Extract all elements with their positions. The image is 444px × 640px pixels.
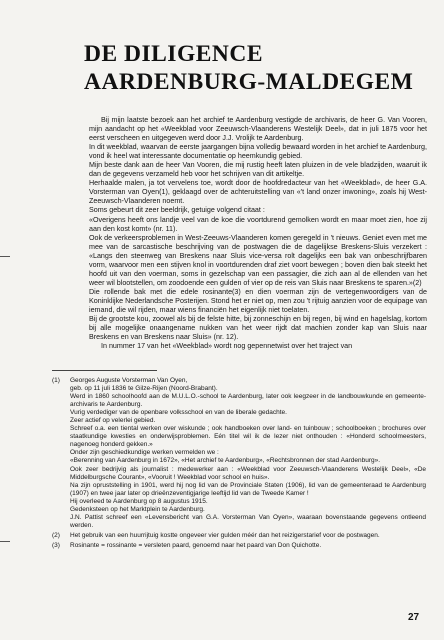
footnote-number: (3) <box>52 541 60 549</box>
page-title <box>84 40 414 96</box>
paragraph: Ook de verkeersproblemen in West-Zeeuws-Vlaanderen komen geregeld in 't nieuws. Geniet even met me mee van de sarcastische beschrijving van de postwagen die de dagelijkse Breskens-Sluis verzekert : «Langs den steenweg van Breskens naar Sluis vice-versa rolt dagelijks een bak van onbeschrijfbaren vorm, waarvoor men een stijven knol in voortdurenden draf ziet voort bewegen ; boven dien bak steekt het hoofd uit van den voerman, soms in gezelschap van een passagier, die zich aan al de ellenden van het weer wil blootstellen, om zoodoende een gulden of vier op de reis van Sluis naar Breskens te sparen.»(2) <box>89 233 427 287</box>
paragraph: Bij mijn laatste bezoek aan het archief te Aardenburg vestigde de archivaris, de heer G. Van Vooren, mijn aandacht op het «Weekblad voor Zeeuwsch-Vlaanderens Westelijk Deel», dat in juli 1875 voor het eerst verscheen en uitgegeven werd door J.J. Vrolijk te Aardenburg. <box>89 116 427 143</box>
footnote-line: Zeer actief op velerlei gebied. <box>70 417 156 425</box>
paragraph: Herhaalde malen, ja tot vervelens toe, wordt door de hoofdredacteur van het «Weekblad», de heer G.A. Vorsterman van Oyen(1), geklaagd over de achteruitstelling van «'t land onzer inwoning», zoals hij West-Zeeuwsch-Vlaanderen noemt. <box>89 179 427 206</box>
footnote-text <box>70 532 426 540</box>
footnote-line: Ook zeer bedrijvig als journalist : medewerker aan : «Weekblad voor Zeeuwsch-Vlaanderens Westelijk Deel», «De Middelburgsche Courant», «Vooruit ! Weekblad voor school en huis». <box>70 465 426 481</box>
paragraph: Mijn beste dank aan de heer Van Vooren, die mij rustig heeft laten pluizen in de vele bladzijden, waaruit ik dan de gegevens verzameld heb voor het schrijven van dit artikeltje. <box>89 161 427 179</box>
footnotes <box>52 377 426 550</box>
margin-mark <box>0 256 10 257</box>
footnote-line: «Berenning van Aardenburg in 1672», «Het archief te Aardenburg», «Rechtsbronnen der stad Aardenburg». <box>70 457 381 465</box>
margin-mark <box>0 541 10 542</box>
footnote-2 <box>52 532 426 540</box>
footnote-line: J.N. Pattist schreef een «Levensbericht van G.A. Vorsterman Van Oyen», waaraan bovenstaande gegevens ontleend werden. <box>70 513 426 529</box>
footnote-line: Onder zijn geschiedkundige werken vermelden we : <box>70 449 219 457</box>
footnote-line: Schreef o.a. een tiental werken over wiskunde ; ook handboeken over land- en tuinbouw ; schoolboeken ; brochures over staatkundige kwesties en onderwijsproblemen. Eén titel wil ik de lezer niet onthouden : «Honderd schoolmeesters, nagenoeg honderd gekken.» <box>70 425 426 449</box>
page-number: 27 <box>408 612 420 623</box>
title-line-1: DE DILIGENCE <box>84 41 264 67</box>
footnote-line: Werd in 1860 schoolhoofd aan de M.U.L.O.-school te Aardenburg, later ook leegzeer in de landbouwkunde en gemeente-archivaris te Aardenburg. <box>70 393 426 409</box>
footnote-line: Na zijn opruststelling in 1901, werd hij nog lid van de Provinciale Staten (1906), lid van de gemeenteraad te Aardenburg (1907) en twee jaar later op drieënzeventigjarige leeftijd lid van de Tweede Kamer ! <box>70 481 426 497</box>
footnote-3 <box>52 542 426 550</box>
paragraph: Die rollende bak met die edele rosinante(3) en dien voerman zijn de vertegenwoordigers van de Koninklijke Nederlandsche Posterijen. Stond het er niet op, men zou 't rijtuig aanzien voor de equipage van iemand, die wil rijden, maar wiens financiën het eigenlijk niet toelaten. <box>89 287 427 314</box>
footnote-number: (2) <box>52 531 60 539</box>
footnote-text <box>70 542 426 550</box>
paragraph: Bij de grootste kou, zoowel als bij de felste hitte, bij zonneschijn en bij regen, bij wind en hagelslag, kortom bij alle mogelijke onaangename nukken van het weer rijdt dat machien zonder kap van Sluis naar Breskens en van Breskens naar Sluis» (nr. 12). <box>89 315 427 342</box>
paragraph: «Overigens heeft ons landje veel van de koe die voortdurend gemolken wordt en maar moet zien, hoe zij aan den kost komt» (nr. 11). <box>89 215 427 233</box>
paragraph: Soms gebeurt dit zeer beeldrijk, getuige volgend citaat : <box>89 206 265 215</box>
article-body <box>89 116 427 351</box>
footnote-line: Hij overleed te Aardenburg op 8 augustus 1915. <box>70 497 208 505</box>
footnote-1 <box>52 377 426 530</box>
footnote-number: (1) <box>52 377 60 384</box>
footnote-line: Georges Auguste Vorsterman Van Oyen, <box>70 377 188 384</box>
footnote-divider <box>52 370 157 371</box>
footnote-line: Gedenksteen op het Marktplein te Aardenburg. <box>70 505 205 513</box>
footnote-line: geb. op 11 juli 1836 te Gilze-Rijen (Noord-Brabant). <box>70 385 218 393</box>
title-line-2: AARDENBURG-MALDEGEM <box>84 69 414 95</box>
paragraph: In dit weekblad, waarvan de eerste jaargangen bijna volledig bewaard worden in het archief te Aardenburg, vond ik heel wat interessante documentatie op heemkundig gebied. <box>89 143 427 161</box>
footnote-line: Vurig verdediger van de openbare volksschool en van de liberale gedachte. <box>70 409 287 417</box>
paragraph: In nummer 17 van het «Weekblad» wordt nog gepennetwist over het traject van <box>101 342 353 351</box>
footnote-line: Rosinante = rossinante = versleten paard, genoemd naar het paard van Don Quichotte. <box>70 541 322 549</box>
footnote-text <box>70 377 426 530</box>
footnote-line: Het gebruik van een huurrijtuig kostte ongeveer vier gulden méér dan het reizigerstarief voor de postwagen. <box>70 531 380 539</box>
